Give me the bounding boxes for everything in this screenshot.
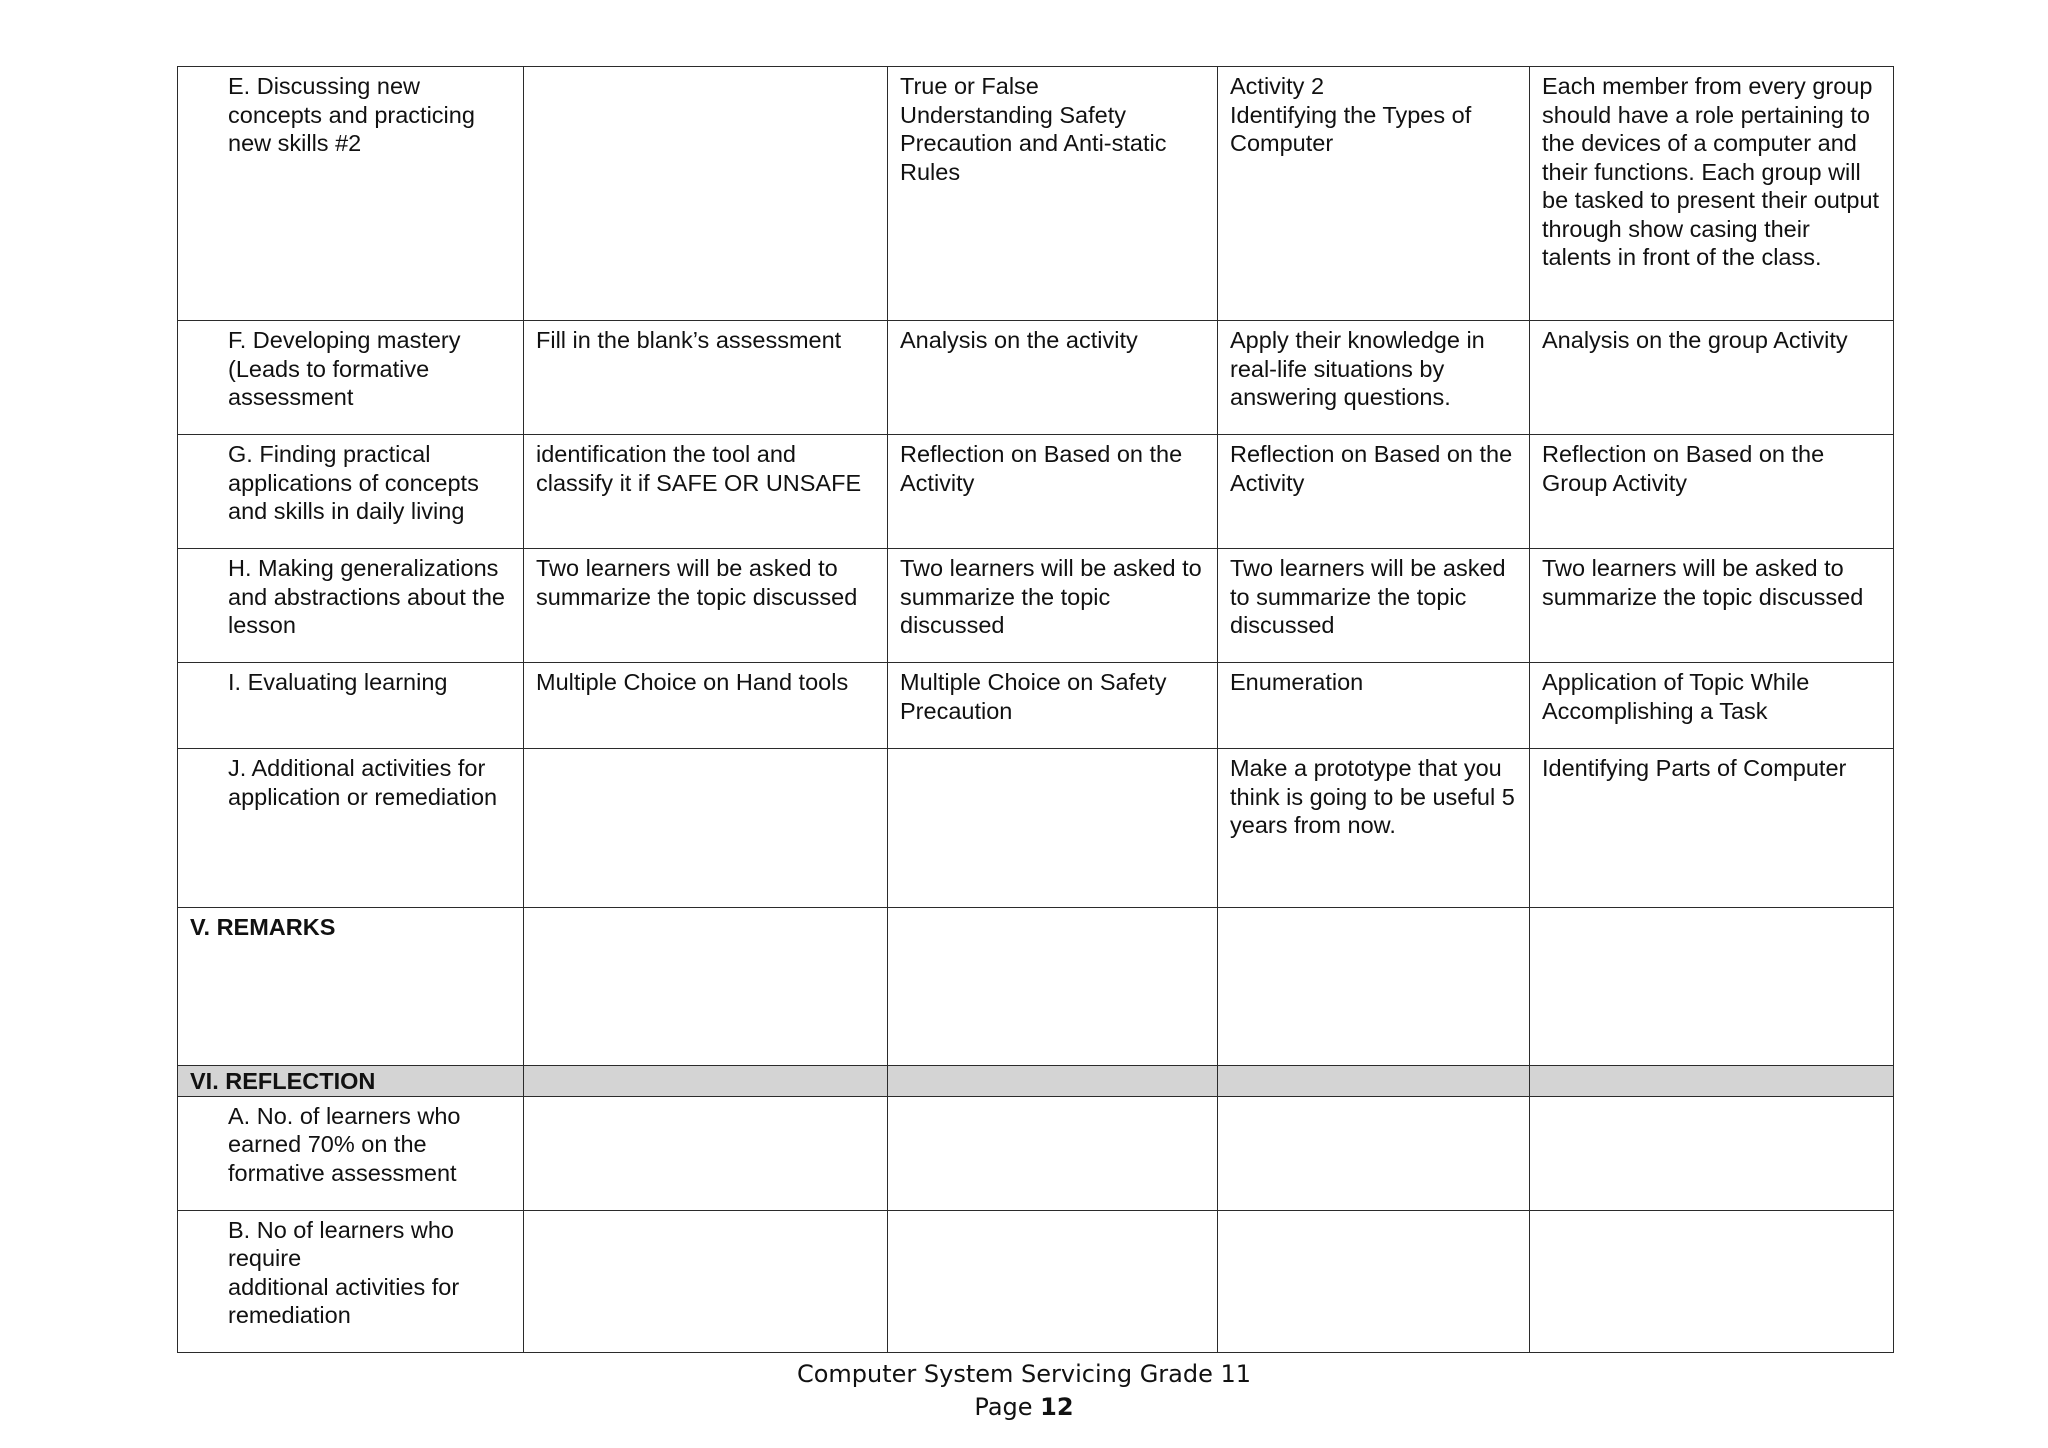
table-cell [524, 908, 888, 1066]
table-cell [524, 67, 888, 321]
table-cell: Reflection on Based on the Group Activity [1530, 435, 1894, 549]
table-cell [888, 1210, 1218, 1352]
table-cell [888, 749, 1218, 908]
table-cell: Enumeration [1218, 663, 1530, 749]
row-label-g: G. Finding practical applications of concepts and skills in daily living [178, 435, 524, 549]
reflection-heading: VI. REFLECTION [178, 1066, 524, 1097]
table-cell: Reflection on Based on the Activity [888, 435, 1218, 549]
lesson-log-table [177, 66, 1894, 1353]
table-row [178, 549, 1894, 663]
reflection-label-a: A. No. of learners who earned 70% on the formative assessment [178, 1096, 524, 1210]
table-cell: Application of Topic While Accomplishing a Task [1530, 663, 1894, 749]
table-row [178, 321, 1894, 435]
table-cell: Analysis on the group Activity [1530, 321, 1894, 435]
table-row [178, 67, 1894, 321]
table-row [178, 435, 1894, 549]
table-cell [1530, 908, 1894, 1066]
table-cell: Reflection on Based on the Activity [1218, 435, 1530, 549]
table-cell [1530, 1096, 1894, 1210]
remarks-heading: V. REMARKS [178, 908, 524, 1066]
row-label-h: H. Making generalizations and abstractions about the lesson [178, 549, 524, 663]
table-cell: Each member from every group should have a role pertaining to the devices of a computer and their functions. Each group will be tasked to present their output through show casing their talents in front of the class. [1530, 67, 1894, 321]
table-cell [524, 1096, 888, 1210]
page-label: Page [974, 1393, 1033, 1421]
table-cell [888, 1096, 1218, 1210]
footer-course-title: Computer System Servicing Grade 11 [796, 1360, 1252, 1388]
table-cell [524, 749, 888, 908]
table-cell: Activity 2 Identifying the Types of Computer [1218, 67, 1530, 321]
reflection-header-row [178, 1066, 1894, 1097]
table-cell [1218, 908, 1530, 1066]
table-row [178, 1210, 1894, 1352]
table-cell: Make a prototype that you think is going to be useful 5 years from now. [1218, 749, 1530, 908]
table-cell [888, 908, 1218, 1066]
table-cell [888, 1066, 1218, 1097]
row-label-j: J. Additional activities for application or remediation [178, 749, 524, 908]
table-row [178, 663, 1894, 749]
table-cell: Analysis on the activity [888, 321, 1218, 435]
table-cell: Apply their knowledge in real-life situations by answering questions. [1218, 321, 1530, 435]
table-cell [1530, 1210, 1894, 1352]
table-cell [1218, 1210, 1530, 1352]
row-label-f: F. Developing mastery (Leads to formative assessment [178, 321, 524, 435]
table-cell: Two learners will be asked to summarize the topic discussed [888, 549, 1218, 663]
reflection-label-b: B. No of learners who require additional activities for remediation [178, 1210, 524, 1352]
table-row [178, 1096, 1894, 1210]
table-cell: identification the tool and classify it if SAFE OR UNSAFE [524, 435, 888, 549]
table-cell: Multiple Choice on Hand tools [524, 663, 888, 749]
remarks-row [178, 908, 1894, 1066]
table-cell: Multiple Choice on Safety Precaution [888, 663, 1218, 749]
table-cell: Identifying Parts of Computer [1530, 749, 1894, 908]
table-cell [524, 1210, 888, 1352]
table-cell: Two learners will be asked to summarize the topic discussed [1530, 549, 1894, 663]
table-cell: Fill in the blank’s assessment [524, 321, 888, 435]
table-cell: True or False Understanding Safety Precaution and Anti-static Rules [888, 67, 1218, 321]
table-cell [524, 1066, 888, 1097]
table-cell: Two learners will be asked to summarize the topic discussed [1218, 549, 1530, 663]
table-cell [1218, 1066, 1530, 1097]
table-cell: Two learners will be asked to summarize the topic discussed [524, 549, 888, 663]
table-row [178, 749, 1894, 908]
page-number: 12 [1040, 1393, 1074, 1421]
table-cell [1530, 1066, 1894, 1097]
row-label-i: I. Evaluating learning [178, 663, 524, 749]
footer-page-number [0, 1393, 2048, 1421]
table-cell [1218, 1096, 1530, 1210]
row-label-e: E. Discussing new concepts and practicing new skills #2 [178, 67, 524, 321]
